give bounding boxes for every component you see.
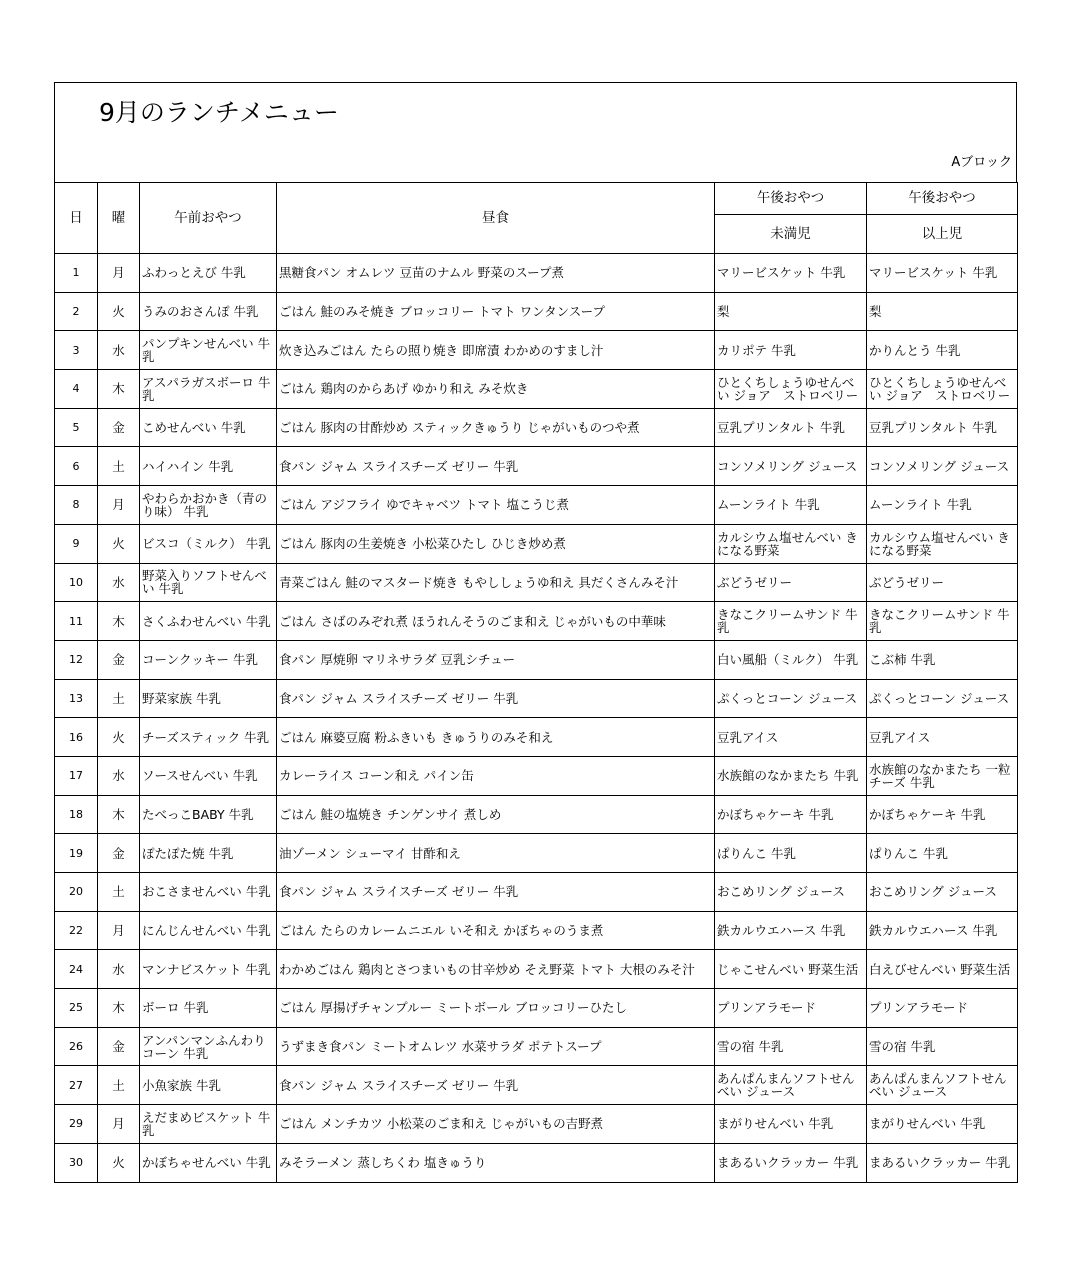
cell-pm-under: あんぱんまんソフトせんべい ジュース (715, 1066, 867, 1105)
cell-am-snack: マンナビスケット 牛乳 (140, 950, 277, 989)
cell-day: 29 (55, 1105, 98, 1144)
cell-weekday: 月 (98, 911, 140, 950)
cell-am-snack: ソースせんべい 牛乳 (140, 756, 277, 795)
cell-lunch: 食パン ジャム スライスチーズ ゼリー 牛乳 (277, 873, 715, 912)
cell-weekday: 水 (98, 563, 140, 602)
cell-weekday: 土 (98, 447, 140, 486)
cell-pm-under: カルシウム塩せんべい きになる野菜 (715, 524, 867, 563)
cell-day: 5 (55, 408, 98, 447)
cell-pm-under: ぷくっとコーン ジュース (715, 679, 867, 718)
table-row (55, 911, 1018, 950)
cell-lunch: みそラーメン 蒸しちくわ 塩きゅうり (277, 1143, 715, 1182)
table-row (55, 873, 1018, 912)
cell-pm-under: かぼちゃケーキ 牛乳 (715, 795, 867, 834)
cell-pm-under: 水族館のなかまたち 牛乳 (715, 756, 867, 795)
cell-pm-over: ぶどうゼリー (867, 563, 1018, 602)
cell-weekday: 月 (98, 486, 140, 525)
cell-am-snack: かぼちゃせんべい 牛乳 (140, 1143, 277, 1182)
cell-pm-over: きなこクリームサンド 牛乳 (867, 602, 1018, 641)
table-row (55, 756, 1018, 795)
cell-weekday: 水 (98, 950, 140, 989)
cell-day: 24 (55, 950, 98, 989)
cell-am-snack: チーズスティック 牛乳 (140, 718, 277, 757)
cell-lunch: 食パン ジャム スライスチーズ ゼリー 牛乳 (277, 679, 715, 718)
cell-day: 17 (55, 756, 98, 795)
header-pm-snack-over: 午後おやつ (867, 183, 1018, 215)
cell-lunch: うずまき食パン ミートオムレツ 水菜サラダ ポテトスープ (277, 1027, 715, 1066)
cell-am-snack: ハイハイン 牛乳 (140, 447, 277, 486)
cell-pm-under: 豆乳アイス (715, 718, 867, 757)
table-row (55, 640, 1018, 679)
cell-lunch: 青菜ごはん 鮭のマスタード焼き もやししょうゆ和え 具だくさんみそ汁 (277, 563, 715, 602)
cell-weekday: 木 (98, 989, 140, 1028)
cell-day: 10 (55, 563, 98, 602)
cell-am-snack: アスパラガスボーロ 牛乳 (140, 370, 277, 409)
cell-day: 8 (55, 486, 98, 525)
cell-weekday: 金 (98, 408, 140, 447)
cell-am-snack: ビスコ（ミルク） 牛乳 (140, 524, 277, 563)
cell-day: 3 (55, 331, 98, 370)
cell-day: 6 (55, 447, 98, 486)
cell-pm-under: 豆乳プリンタルト 牛乳 (715, 408, 867, 447)
cell-day: 18 (55, 795, 98, 834)
table-row (55, 331, 1018, 370)
cell-am-snack: 小魚家族 牛乳 (140, 1066, 277, 1105)
cell-pm-under: 鉄カルウエハース 牛乳 (715, 911, 867, 950)
cell-lunch: 食パン 厚焼卵 マリネサラダ 豆乳シチュー (277, 640, 715, 679)
cell-pm-under: ひとくちしょうゆせんべい ジョア ストロベリー (715, 370, 867, 409)
cell-pm-under: プリンアラモード (715, 989, 867, 1028)
cell-weekday: 水 (98, 756, 140, 795)
table-row (55, 718, 1018, 757)
cell-day: 4 (55, 370, 98, 409)
cell-pm-under: 梨 (715, 292, 867, 331)
cell-am-snack: やわらかおかき（青のり味） 牛乳 (140, 486, 277, 525)
cell-am-snack: ぽたぽた焼 牛乳 (140, 834, 277, 873)
cell-pm-over: こぶ柿 牛乳 (867, 640, 1018, 679)
cell-pm-over: おこめリング ジュース (867, 873, 1018, 912)
cell-pm-over: まあるいクラッカー 牛乳 (867, 1143, 1018, 1182)
menu-table (54, 182, 1018, 1183)
cell-pm-over: 水族館のなかまたち 一粒チーズ 牛乳 (867, 756, 1018, 795)
page-title: 9月のランチメニュー (99, 98, 339, 127)
table-row (55, 486, 1018, 525)
cell-day: 26 (55, 1027, 98, 1066)
cell-pm-under: まがりせんべい 牛乳 (715, 1105, 867, 1144)
cell-lunch: 炊き込みごはん たらの照り焼き 即席漬 わかめのすまし汁 (277, 331, 715, 370)
cell-pm-under: おこめリング ジュース (715, 873, 867, 912)
cell-pm-over: かぼちゃケーキ 牛乳 (867, 795, 1018, 834)
cell-am-snack: にんじんせんべい 牛乳 (140, 911, 277, 950)
cell-weekday: 火 (98, 292, 140, 331)
cell-pm-under: ぱりんこ 牛乳 (715, 834, 867, 873)
cell-pm-over: 豆乳プリンタルト 牛乳 (867, 408, 1018, 447)
table-row (55, 408, 1018, 447)
cell-pm-over: あんぱんまんソフトせんべい ジュース (867, 1066, 1018, 1105)
cell-day: 16 (55, 718, 98, 757)
cell-lunch: 食パン ジャム スライスチーズ ゼリー 牛乳 (277, 447, 715, 486)
cell-am-snack: さくふわせんべい 牛乳 (140, 602, 277, 641)
cell-am-snack: ふわっとえび 牛乳 (140, 254, 277, 293)
cell-lunch: カレーライス コーン和え パイン缶 (277, 756, 715, 795)
table-row (55, 1027, 1018, 1066)
cell-weekday: 金 (98, 1027, 140, 1066)
cell-day: 22 (55, 911, 98, 950)
header-under: 未満児 (715, 215, 867, 254)
cell-am-snack: ボーロ 牛乳 (140, 989, 277, 1028)
table-row (55, 679, 1018, 718)
cell-pm-under: カリポテ 牛乳 (715, 331, 867, 370)
cell-pm-over: 梨 (867, 292, 1018, 331)
cell-weekday: 土 (98, 679, 140, 718)
cell-day: 30 (55, 1143, 98, 1182)
header-pm-snack-under: 午後おやつ (715, 183, 867, 215)
cell-pm-over: プリンアラモード (867, 989, 1018, 1028)
cell-weekday: 火 (98, 718, 140, 757)
table-row (55, 563, 1018, 602)
cell-day: 12 (55, 640, 98, 679)
cell-am-snack: アンパンマンふんわりコーン 牛乳 (140, 1027, 277, 1066)
cell-weekday: 木 (98, 602, 140, 641)
cell-lunch: ごはん メンチカツ 小松菜のごま和え じゃがいもの吉野煮 (277, 1105, 715, 1144)
header-lunch: 昼食 (277, 183, 715, 254)
table-row (55, 1143, 1018, 1182)
table-row (55, 989, 1018, 1028)
cell-pm-under: ムーンライト 牛乳 (715, 486, 867, 525)
cell-lunch: 油ゾーメン シューマイ 甘酢和え (277, 834, 715, 873)
cell-lunch: わかめごはん 鶏肉とさつまいもの甘辛炒め そえ野菜 トマト 大根のみそ汁 (277, 950, 715, 989)
cell-lunch: ごはん 鮭の塩焼き チンゲンサイ 煮しめ (277, 795, 715, 834)
table-row (55, 602, 1018, 641)
cell-day: 1 (55, 254, 98, 293)
cell-weekday: 土 (98, 1066, 140, 1105)
cell-weekday: 土 (98, 873, 140, 912)
cell-weekday: 月 (98, 1105, 140, 1144)
cell-weekday: 木 (98, 370, 140, 409)
cell-pm-under: 白い風船（ミルク） 牛乳 (715, 640, 867, 679)
cell-weekday: 火 (98, 1143, 140, 1182)
table-row (55, 447, 1018, 486)
cell-pm-over: カルシウム塩せんべい きになる野菜 (867, 524, 1018, 563)
cell-lunch: 黒糖食パン オムレツ 豆苗のナムル 野菜のスープ煮 (277, 254, 715, 293)
header-day: 日 (55, 183, 98, 254)
cell-day: 19 (55, 834, 98, 873)
cell-lunch: 食パン ジャム スライスチーズ ゼリー 牛乳 (277, 1066, 715, 1105)
cell-pm-under: コンソメリング ジュース (715, 447, 867, 486)
cell-am-snack: うみのおさんぽ 牛乳 (140, 292, 277, 331)
cell-pm-under: じゃこせんべい 野菜生活 (715, 950, 867, 989)
cell-lunch: ごはん 厚揚げチャンプルー ミートボール ブロッコリーひたし (277, 989, 715, 1028)
table-row (55, 292, 1018, 331)
cell-am-snack: えだまめビスケット 牛乳 (140, 1105, 277, 1144)
table-row (55, 1105, 1018, 1144)
cell-am-snack: こめせんべい 牛乳 (140, 408, 277, 447)
table-row (55, 370, 1018, 409)
cell-pm-over: ひとくちしょうゆせんべい ジョア ストロベリー (867, 370, 1018, 409)
cell-am-snack: おこさませんべい 牛乳 (140, 873, 277, 912)
cell-am-snack: 野菜家族 牛乳 (140, 679, 277, 718)
table-row (55, 795, 1018, 834)
menu-sheet (54, 82, 1017, 1183)
cell-lunch: ごはん 豚肉の生姜焼き 小松菜ひたし ひじき炒め煮 (277, 524, 715, 563)
cell-weekday: 金 (98, 834, 140, 873)
cell-day: 13 (55, 679, 98, 718)
block-label: Aブロック (951, 155, 1012, 170)
cell-pm-under: きなこクリームサンド 牛乳 (715, 602, 867, 641)
cell-pm-over: 鉄カルウエハース 牛乳 (867, 911, 1018, 950)
table-row (55, 524, 1018, 563)
table-row (55, 1066, 1018, 1105)
cell-day: 27 (55, 1066, 98, 1105)
cell-weekday: 木 (98, 795, 140, 834)
cell-pm-over: ぱりんこ 牛乳 (867, 834, 1018, 873)
cell-pm-under: マリービスケット 牛乳 (715, 254, 867, 293)
cell-day: 9 (55, 524, 98, 563)
cell-am-snack: パンプキンせんべい 牛乳 (140, 331, 277, 370)
cell-day: 11 (55, 602, 98, 641)
cell-lunch: ごはん 豚肉の甘酢炒め スティックきゅうり じゃがいものつや煮 (277, 408, 715, 447)
table-row (55, 254, 1018, 293)
cell-lunch: ごはん 麻婆豆腐 粉ふきいも きゅうりのみそ和え (277, 718, 715, 757)
cell-pm-over: まがりせんべい 牛乳 (867, 1105, 1018, 1144)
sheet-header (54, 82, 1017, 182)
cell-weekday: 火 (98, 524, 140, 563)
cell-pm-over: コンソメリング ジュース (867, 447, 1018, 486)
cell-pm-over: ぷくっとコーン ジュース (867, 679, 1018, 718)
cell-lunch: ごはん 鶏肉のからあげ ゆかり和え みそ炊き (277, 370, 715, 409)
cell-am-snack: たべっこBABY 牛乳 (140, 795, 277, 834)
cell-lunch: ごはん 鮭のみそ焼き ブロッコリー トマト ワンタンスープ (277, 292, 715, 331)
cell-pm-over: マリービスケット 牛乳 (867, 254, 1018, 293)
cell-pm-under: 雪の宿 牛乳 (715, 1027, 867, 1066)
cell-am-snack: コーンクッキー 牛乳 (140, 640, 277, 679)
cell-pm-over: 豆乳アイス (867, 718, 1018, 757)
cell-pm-over: かりんとう 牛乳 (867, 331, 1018, 370)
cell-weekday: 月 (98, 254, 140, 293)
cell-pm-over: ムーンライト 牛乳 (867, 486, 1018, 525)
cell-pm-over: 雪の宿 牛乳 (867, 1027, 1018, 1066)
cell-weekday: 金 (98, 640, 140, 679)
cell-am-snack: 野菜入りソフトせんべい 牛乳 (140, 563, 277, 602)
cell-day: 25 (55, 989, 98, 1028)
cell-lunch: ごはん アジフライ ゆでキャベツ トマト 塩こうじ煮 (277, 486, 715, 525)
cell-lunch: ごはん さばのみぞれ煮 ほうれんそうのごま和え じゃがいもの中華味 (277, 602, 715, 641)
cell-lunch: ごはん たらのカレームニエル いそ和え かぼちゃのうま煮 (277, 911, 715, 950)
cell-day: 20 (55, 873, 98, 912)
header-am-snack: 午前おやつ (140, 183, 277, 254)
cell-weekday: 水 (98, 331, 140, 370)
cell-pm-under: まあるいクラッカー 牛乳 (715, 1143, 867, 1182)
header-over: 以上児 (867, 215, 1018, 254)
cell-pm-under: ぶどうゼリー (715, 563, 867, 602)
cell-pm-over: 白えびせんべい 野菜生活 (867, 950, 1018, 989)
table-row (55, 950, 1018, 989)
cell-day: 2 (55, 292, 98, 331)
header-weekday: 曜 (98, 183, 140, 254)
table-row (55, 834, 1018, 873)
